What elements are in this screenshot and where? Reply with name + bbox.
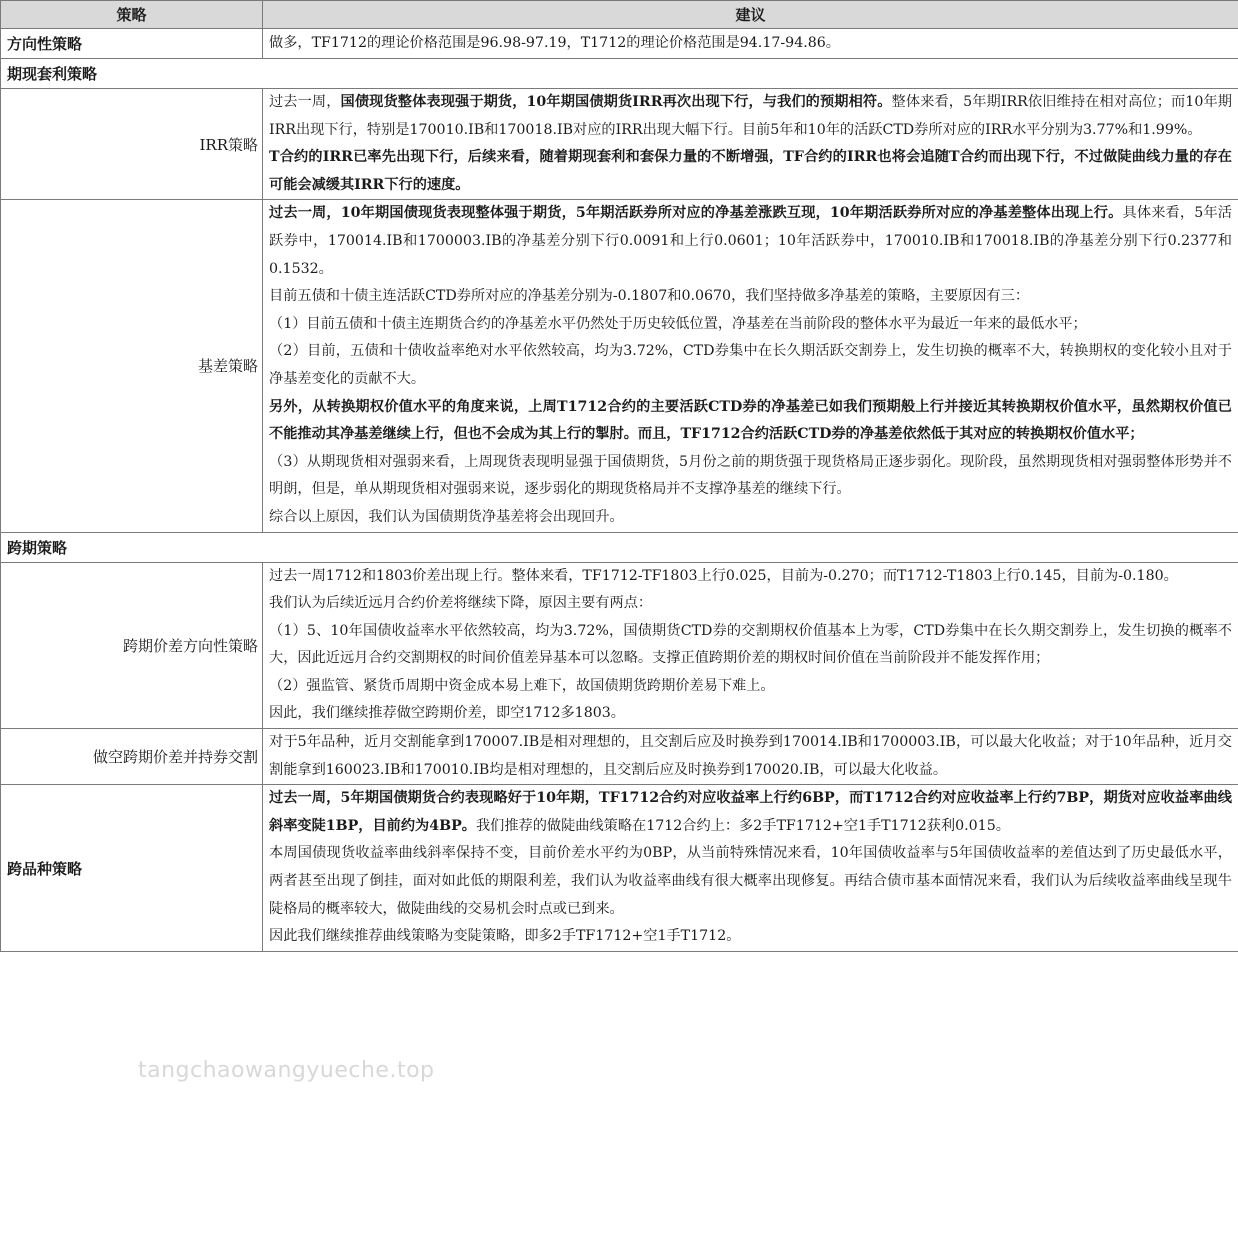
calendar-paragraph-4: （2）强监管、紧货币周期中资金成本易上难下，故国债期货跨期价差易下难上。 xyxy=(269,677,775,694)
header-suggestion: 建议 xyxy=(263,1,1238,29)
inter-paragraph-3: 因此我们继续推荐曲线策略为变陡策略，即多2手TF1712+空1手T1712。 xyxy=(269,928,741,945)
row-section-arbitrage xyxy=(1,59,1238,89)
basis-paragraph-4: （2）目前，五债和十债收益率绝对水平依然较高，均为3.72%，CTD券集中在长久期活跃交割券上，发生切换的概率不大，转换期权的变化较小且对于净基差变化的贡献不大。 xyxy=(269,343,1232,387)
content-directional xyxy=(263,29,1238,59)
row-section-calendar xyxy=(1,532,1238,562)
label-short-spread: 做空跨期价差并持券交割 xyxy=(1,729,263,785)
row-basis xyxy=(1,200,1238,532)
row-calendar-directional xyxy=(1,562,1238,729)
row-irr xyxy=(1,89,1238,200)
calendar-paragraph-2: 我们认为后续近远月合约价差将继续下降，原因主要有两点： xyxy=(269,595,653,612)
basis-paragraph-3: （1）目前五债和十债主连期货合约的净基差水平仍然处于历史较低位置，净基差在当前阶段的整体水平为最近一年来的最低水平； xyxy=(269,315,1087,332)
basis-paragraph-1 xyxy=(269,200,1232,283)
row-inter-commodity xyxy=(1,785,1238,952)
basis-paragraph-5: 另外，从转换期权价值水平的角度来说，上周T1712合约的主要活跃CTD券的净基差已如我们预期般上行并接近其转换期权价值水平，虽然期权价值已不能推动其净基差继续上行，但也不会成为其上行的掣肘。而且，TF1712合约活跃CTD券的净基差依然低于其对应的转换期权价值水平； xyxy=(269,398,1232,443)
basis-paragraph-6: （3）从期现货相对强弱来看，上周现货表现明显强于国债期货，5月份之前的期货强于现货格局正逐步弱化。现阶段，虽然期现货相对强弱整体形势并不明朗，但是，单从期现货相对强弱来说，逐步弱化的期现货格局并不支撑净基差的继续下行。 xyxy=(269,453,1232,498)
basis-p1-bold: 过去一周，10年期国债现货表现整体强于期货，5年期活跃券所对应的净基差涨跌互现，10年期活跃券所对应的净基差整体出现上行。 xyxy=(269,205,1123,222)
inter-paragraph-1 xyxy=(269,785,1232,840)
inter-paragraph-2: 本周国债现货收益率曲线斜率保持不变，目前价差水平约为0BP，从当前特殊情况来看，10年国债收益率与5年国债收益率的差值达到了历史最低水平，两者甚至出现了倒挂，面对如此低的期限利差，我们认为收益率曲线有很大概率出现修复。再结合债市基本面情况来看，我们认为后续收益率曲线呈现牛陡格局的概率较大，做陡曲线的交易机会时点或已到来。 xyxy=(269,845,1232,917)
directional-text: 做多，TF1712的理论价格范围是96.98-97.19，T1712的理论价格范围是94.17-94.86。 xyxy=(269,34,840,51)
basis-p1-rest: 具体来看，5年活跃券中，170014.IB和1700003.IB的净基差分别下行0.0091和上行0.0601；10年活跃券中，170010.IB和170018.IB的净基差分别下行0.2377和0.1532。 xyxy=(269,205,1232,277)
calendar-paragraph-3: （1）5、10年国债收益率水平依然较高，均为3.72%，国债期货CTD券的交割期权价值基本上为零，CTD券集中在长久期交割券上，发生切换的概率不大，因此近远月合约交割期权的时间价值差异基本可以忽略。支撑正值跨期价差的期权时间价值在当前阶段并不能发挥作用； xyxy=(269,622,1232,667)
row-short-spread xyxy=(1,729,1238,785)
irr-p1-rest: 整体来看，5年期IRR依旧维持在相对高位；而10年期IRR出现下行，特别是170010.IB和170018.IB对应的IRR出现大幅下行。目前5年和10年的活跃CTD券所对应的IRR水平分别为3.77%和1.99%。 xyxy=(269,94,1232,138)
content-inter-commodity xyxy=(263,785,1238,952)
content-calendar-directional xyxy=(263,562,1238,729)
label-basis: 基差策略 xyxy=(1,200,263,532)
watermark: tangchaowangyueche.top xyxy=(138,1058,435,1083)
content-short-spread xyxy=(263,729,1238,785)
inter-p1-rest: 我们推荐的做陡曲线策略在1712合约上：多2手TF1712+空1手T1712获利0.015。 xyxy=(475,817,1010,834)
content-irr xyxy=(263,89,1238,200)
label-arbitrage: 期现套利策略 xyxy=(1,59,1238,89)
table-header-row xyxy=(1,1,1238,29)
label-calendar-directional: 跨期价差方向性策略 xyxy=(1,562,263,729)
short-spread-paragraph-1: 对于5年品种，近月交割能拿到170007.IB是相对理想的，且交割后应及时换券到170014.IB和1700003.IB，可以最大化收益；对于10年品种，近月交割能拿到160023.IB和170010.IB均是相对理想的，且交割后应及时换券到170020.IB，可以最大化收益。 xyxy=(269,734,1232,778)
label-inter-commodity: 跨品种策略 xyxy=(1,785,263,952)
row-directional xyxy=(1,29,1238,59)
label-calendar: 跨期策略 xyxy=(1,532,1238,562)
irr-paragraph-1 xyxy=(269,89,1232,144)
calendar-paragraph-1: 过去一周1712和1803价差出现上行。整体来看，TF1712-TF1803上行0.025，目前为-0.270；而T1712-T1803上行0.145，目前为-0.180。 xyxy=(269,567,1178,584)
header-strategy: 策略 xyxy=(1,1,263,29)
calendar-paragraph-5: 因此，我们继续推荐做空跨期价差，即空1712多1803。 xyxy=(269,705,625,722)
label-directional: 方向性策略 xyxy=(1,29,263,59)
label-irr: IRR策略 xyxy=(1,89,263,200)
basis-paragraph-2: 目前五债和十债主连活跃CTD券所对应的净基差分别为-0.1807和0.0670，我们坚持做多净基差的策略，主要原因有三： xyxy=(269,288,1030,305)
inter-p1-bold: 过去一周，5年期国债期货合约表现略好于10年期，TF1712合约对应收益率上行约6BP，而T1712合约对应收益率上行约7BP，期货对应收益率曲线斜率变陡1BP，目前约为4BP。 xyxy=(269,790,1232,834)
irr-p1-lead: 过去一周， xyxy=(269,94,341,110)
basis-paragraph-7: 综合以上原因，我们认为国债期货净基差将会出现回升。 xyxy=(269,508,624,525)
irr-p1-bold: 国债现货整体表现强于期货，10年期国债期货IRR再次出现下行，与我们的预期相符。 xyxy=(340,94,892,110)
irr-paragraph-2: T合约的IRR已率先出现下行，后续来看，随着期现套利和套保力量的不断增强，TF合约的IRR也将会追随T合约而出现下行，不过做陡曲线力量的存在可能会减缓其IRR下行的速度。 xyxy=(269,149,1232,193)
content-basis xyxy=(263,200,1238,532)
